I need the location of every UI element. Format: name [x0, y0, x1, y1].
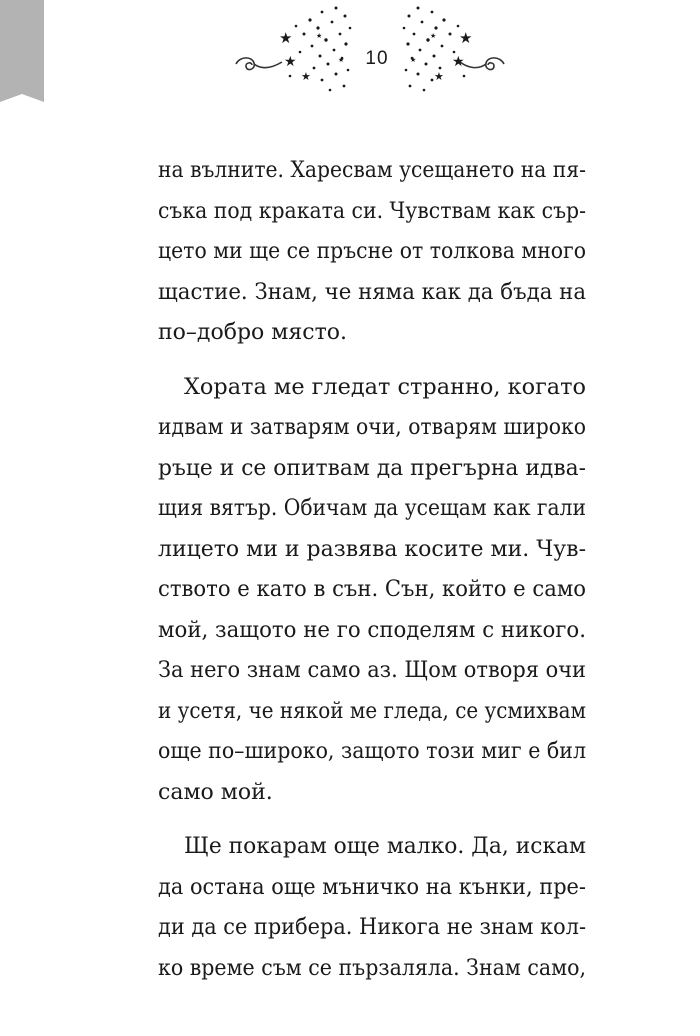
text-line [158, 611, 586, 652]
svg-text:★: ★ [410, 56, 417, 64]
page-number: 10 [365, 48, 389, 69]
text-line [158, 273, 586, 314]
text-line [158, 949, 586, 990]
text-line-content: щастие. Знам, че няма как да бъда на [158, 279, 587, 305]
text-line-content: За него знам само аз. Щом отворя очи [158, 658, 586, 683]
paragraph [158, 827, 586, 989]
body-text [158, 151, 586, 989]
text-line [158, 232, 586, 273]
text-line [158, 151, 586, 192]
svg-text:★: ★ [279, 29, 293, 47]
text-line [158, 489, 586, 530]
star-ornament [0, 0, 700, 110]
text-line-content: на вълните. Харесвам усещането на пя- [158, 158, 586, 183]
text-line-content: цето ми ще се пръсне от толкова много [158, 239, 587, 264]
svg-text:★: ★ [338, 56, 345, 64]
svg-text:★: ★ [284, 54, 297, 70]
text-line-content: Хората ме гледат странно, когато [184, 374, 587, 400]
text-line [158, 570, 586, 611]
text-line-content: да остана още мъничко на кънки, пре- [158, 874, 586, 900]
text-line-content: идвам и затварям очи, отварям широко [158, 415, 586, 440]
svg-text:★: ★ [301, 70, 311, 83]
text-line [158, 449, 586, 490]
text-line-content: Ще покарам още малко. Да, искам [184, 834, 586, 859]
text-line [158, 692, 586, 733]
text-line-content: щия вятър. Обичам да усещам как гали [158, 496, 587, 521]
paragraph [158, 368, 586, 814]
page-number-ribbon [0, 0, 44, 102]
svg-text:★: ★ [316, 32, 323, 40]
text-line-content: ко време съм се пързаляла. Знам само, [158, 955, 586, 981]
text-line [158, 408, 586, 449]
svg-text:★: ★ [430, 32, 437, 40]
svg-text:★: ★ [434, 70, 444, 83]
text-line-content: и усетя, че някой ме гледа, се усмихвам [158, 698, 587, 724]
text-line [158, 192, 586, 233]
text-line [158, 651, 586, 692]
page-header [0, 0, 700, 110]
text-line-content: лицето ми и развява косите ми. Чув- [158, 536, 586, 562]
text-line-content: съка под краката си. Чувствам как сър- [158, 198, 587, 224]
text-line [158, 530, 586, 571]
text-line [158, 773, 586, 814]
text-line-content: само мой. [158, 779, 273, 805]
text-line-content: ди да се прибера. Никога не знам кол- [158, 915, 587, 940]
text-line [158, 732, 586, 773]
text-line [158, 908, 586, 949]
text-line-content: по–добро място. [158, 320, 347, 345]
text-line [158, 313, 586, 354]
text-line [158, 868, 586, 909]
text-line-content: ръце и се опитвам да прегърна идва- [158, 455, 586, 481]
text-line-content: мой, защото не го споделям с никого. [158, 617, 586, 643]
text-line-content: още по–широко, защото този миг е бил [158, 739, 586, 764]
paragraph [158, 151, 586, 354]
svg-text:★: ★ [459, 29, 473, 47]
text-line [158, 368, 586, 409]
text-line [158, 827, 586, 868]
svg-text:★: ★ [452, 54, 465, 70]
text-line-content: ството е като в сън. Сън, който е само [158, 577, 587, 602]
